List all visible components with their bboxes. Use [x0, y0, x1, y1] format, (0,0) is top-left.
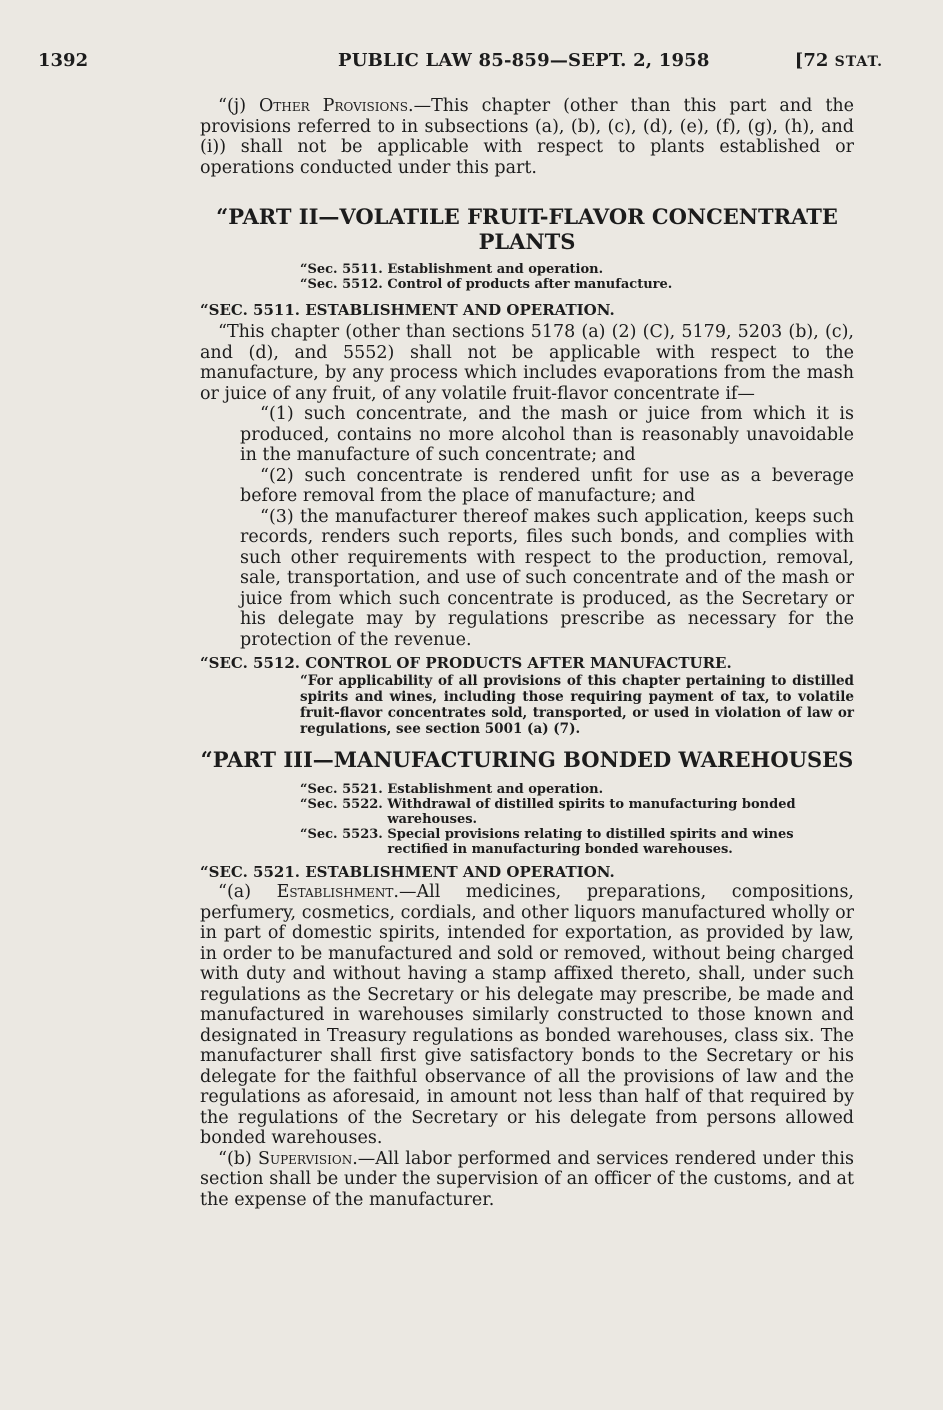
page-number: 1392 — [38, 50, 89, 71]
toc-text: Control of products after manufacture. — [387, 277, 673, 292]
statute-reference — [795, 50, 883, 71]
sec-5511-item-2: “(2) such concentrate is rendered unfit for use as a beverage before removal from the place of manufacture; and — [240, 465, 854, 506]
toc-sec: “Sec. 5511. — [300, 262, 383, 277]
part-iii-heading: “PART III—MANUFACTURING BONDED WAREHOUSES — [200, 747, 854, 772]
sec-5511-intro: “This chapter (other than sections 5178 (a) (2) (C), 5179, 5203 (b), (c), and (d), and 5552) shall not be applicable with respect to the manufacture, by any process which includes evaporations from the mash or juice of any fruit, of any volatile fruit-flavor concentrate if— — [200, 322, 854, 404]
part-ii-heading: “PART II—VOLATILE FRUIT-FLAVOR CONCENTRATE PLANTS — [216, 204, 838, 254]
sec-5512-note: “For applicability of all provisions of this chapter pertaining to distilled spirits and wines, including those requiring payment of tax, to volatile fruit-flavor concentrates sold, transported, or used in violation of law or regulations, see section 5001 (a) (7). — [300, 673, 854, 737]
toc-entry — [300, 277, 854, 292]
toc-entry — [300, 262, 854, 277]
page-header — [38, 50, 883, 74]
subsection-j-text: —This chapter (other than this part and the provisions referred to in subsections (a), (b), (c), (d), (e), (f), (g), (h), and (i)) shall not be applicable with respect to plants established or operations conducted under this part. — [200, 96, 854, 178]
page-body — [200, 96, 854, 1210]
subsection-b-heading: Supervision. — [257, 1148, 358, 1169]
subsection-j-lead: “(j) — [218, 96, 260, 116]
subsection-j — [200, 96, 854, 178]
toc-text: Withdrawal of distilled spirits to manufacturing bonded warehouses. — [387, 797, 796, 827]
subsection-j-heading: Other Provisions. — [259, 96, 414, 116]
toc-text: Establishment and operation. — [387, 782, 604, 797]
subsection-a-heading: Establishment. — [276, 882, 399, 902]
part-ii-toc — [300, 262, 854, 292]
subsection-b — [200, 1149, 854, 1211]
subsection-a — [200, 882, 854, 1149]
subsection-b-lead: “(b) — [218, 1148, 258, 1169]
subsection-a-text: —All medicines, preparations, compositions, perfumery, cosmetics, cordials, and other liquors manufactured wholly or in part of domestic spirits, intended for exportation, as provided by law, in order to be manufactured and sold or removed, without being charged with duty and without having a stamp affixed thereto, shall, under such regulations as the Secretary or his delegate may prescribe, be made and manufactured in warehouses similarly constructed to those known and designated in Treasury regulations as bonded warehouses, class six. The manufacturer shall first give satisfactory bonds to the Secretary or his delegate for the faithful observance of all the provisions of law and the regulations as aforesaid, in amount not less than half of that required by the regulations of the Secretary or his delegate from persons allowed bonded warehouses. — [200, 882, 854, 1148]
toc-entry — [300, 782, 854, 797]
toc-entry — [300, 827, 854, 857]
sec-5512-heading: “SEC. 5512. CONTROL OF PRODUCTS AFTER MANUFACTURE. — [200, 654, 732, 672]
running-title: PUBLIC LAW 85-859—SEPT. 2, 1958 — [338, 50, 710, 71]
subsection-a-lead: “(a) — [218, 882, 277, 902]
toc-entry — [300, 797, 854, 827]
subsection-b-text: —All labor performed and services rendered under this section shall be under the supervision of an officer of the customs, and at the expense of the manufacturer. — [200, 1148, 854, 1210]
sec-5511-heading: “SEC. 5511. ESTABLISHMENT AND OPERATION. — [200, 301, 615, 319]
part-iii-toc — [300, 782, 854, 857]
toc-sec: “Sec. 5523. — [300, 827, 383, 842]
toc-text: Special provisions relating to distilled spirits and wines rectified in manufacturing bonded warehouses. — [387, 827, 794, 857]
statute-bracket: [72 — [794, 50, 835, 71]
sec-5511-item-3: “(3) the manufacturer thereof makes such application, keeps such records, renders such reports, files such bonds, and complies with such other requirements with respect to the production, removal, sale, transportation, and use of such concentrate and of the mash or juice from which such concentrate is produced, as the Secretary or his delegate may by regulations prescribe as necessary for the protection of the revenue. — [240, 506, 854, 650]
toc-sec: “Sec. 5512. — [300, 277, 383, 292]
sec-5521-heading: “SEC. 5521. ESTABLISHMENT AND OPERATION. — [200, 863, 615, 881]
statute-label: STAT. — [834, 54, 883, 70]
toc-sec: “Sec. 5522. — [300, 797, 383, 812]
sec-5511-item-1: “(1) such concentrate, and the mash or juice from which it is produced, contains no more alcohol than is reasonably unavoidable in the manufacture of such concentrate; and — [240, 404, 854, 465]
toc-text: Establishment and operation. — [387, 262, 604, 277]
toc-sec: “Sec. 5521. — [300, 782, 383, 797]
